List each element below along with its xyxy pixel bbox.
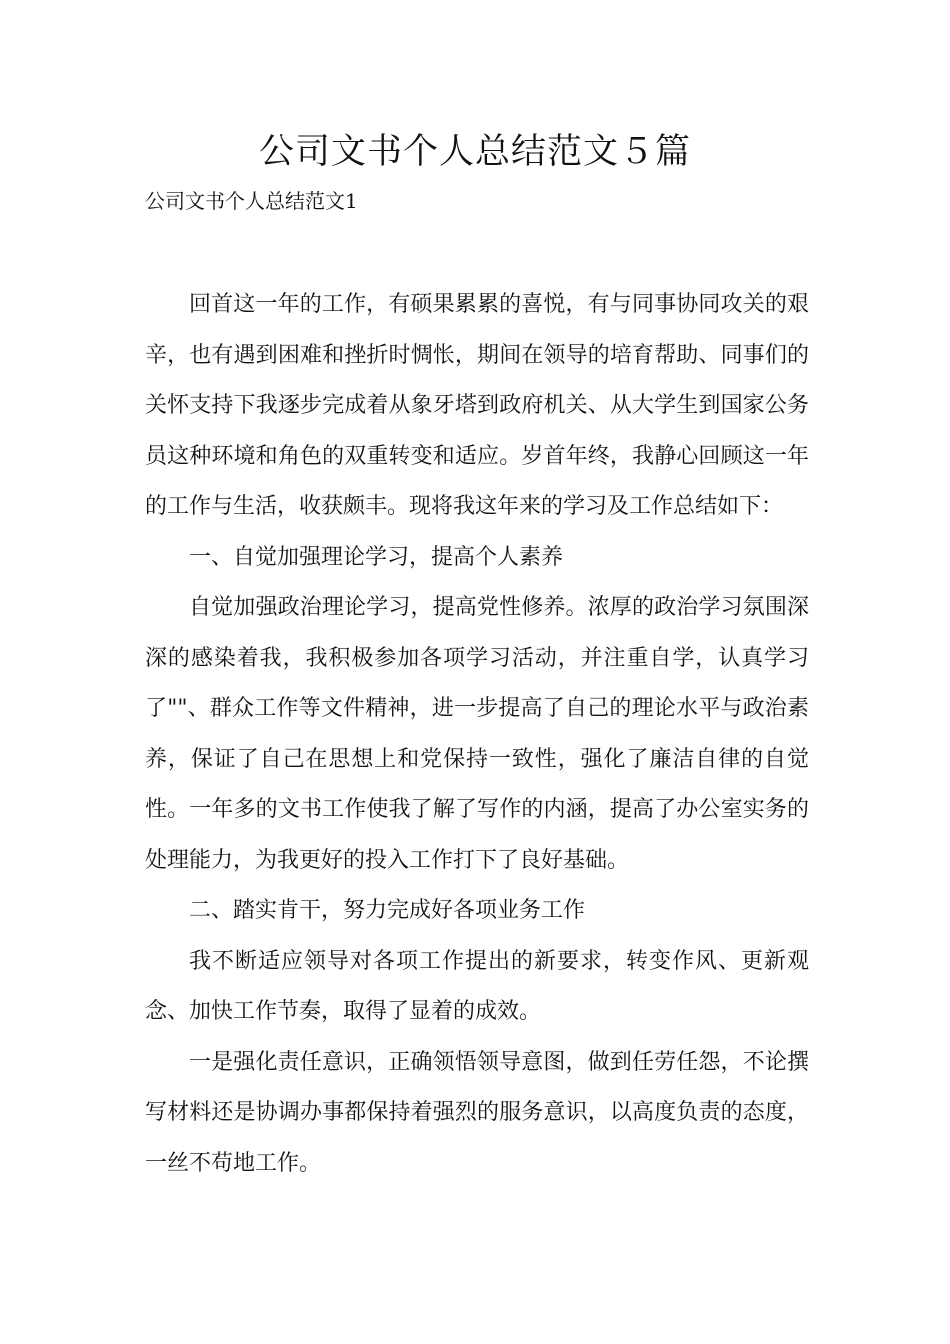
document-subtitle: 公司文书个人总结范文1 bbox=[145, 189, 358, 213]
document-title: 公司文书个人总结范文５篇 bbox=[258, 132, 691, 172]
section-heading-1: 一、自觉加强理论学习，提高个人素养 bbox=[189, 544, 564, 570]
paragraph-theory-study: 自觉加强政治理论学习，提高党性修养。浓厚的政治学习氛围深深的感染着我，我积极参加各项学习活动，并注重自学，认真学习了""、群众工作等文件精神，进一步提高了自己的理论水平与政治素养，保证了自己在思想上和党保持一致性，强化了廉洁自律的自觉性。一年多的文书工作使我了解了写作的内涵，提高了办公室实务的处理能力，为我更好的投入工作打下了良好基础。 bbox=[145, 595, 809, 873]
paragraph-intro: 回首这一年的工作，有硕果累累的喜悦，有与同事协同攻关的艰辛，也有遇到困难和挫折时惆怅，期间在领导的培育帮助、同事们的关怀支持下我逐步完成着从象牙塔到政府机关、从大学生到国家公务员这种环境和角色的双重转变和适应。岁首年终，我静心回顾这一年的工作与生活，收获颇丰。现将我这年来的学习及工作总结如下： bbox=[145, 292, 809, 519]
section-heading-2: 二、踏实肯干，努力完成好各项业务工作 bbox=[189, 898, 586, 923]
paragraph-responsibility: 一是强化责任意识，正确领悟领导意图，做到任劳任怨，不论撰写材料还是协调办事都保持着强烈的服务意识，以高度负责的态度，一丝不苟地工作。 bbox=[145, 1049, 809, 1176]
document-body bbox=[145, 280, 809, 1189]
paragraph-adapt: 我不断适应领导对各项工作提出的新要求，转变作风、更新观念、加快工作节奏，取得了显着的成效。 bbox=[145, 948, 809, 1024]
